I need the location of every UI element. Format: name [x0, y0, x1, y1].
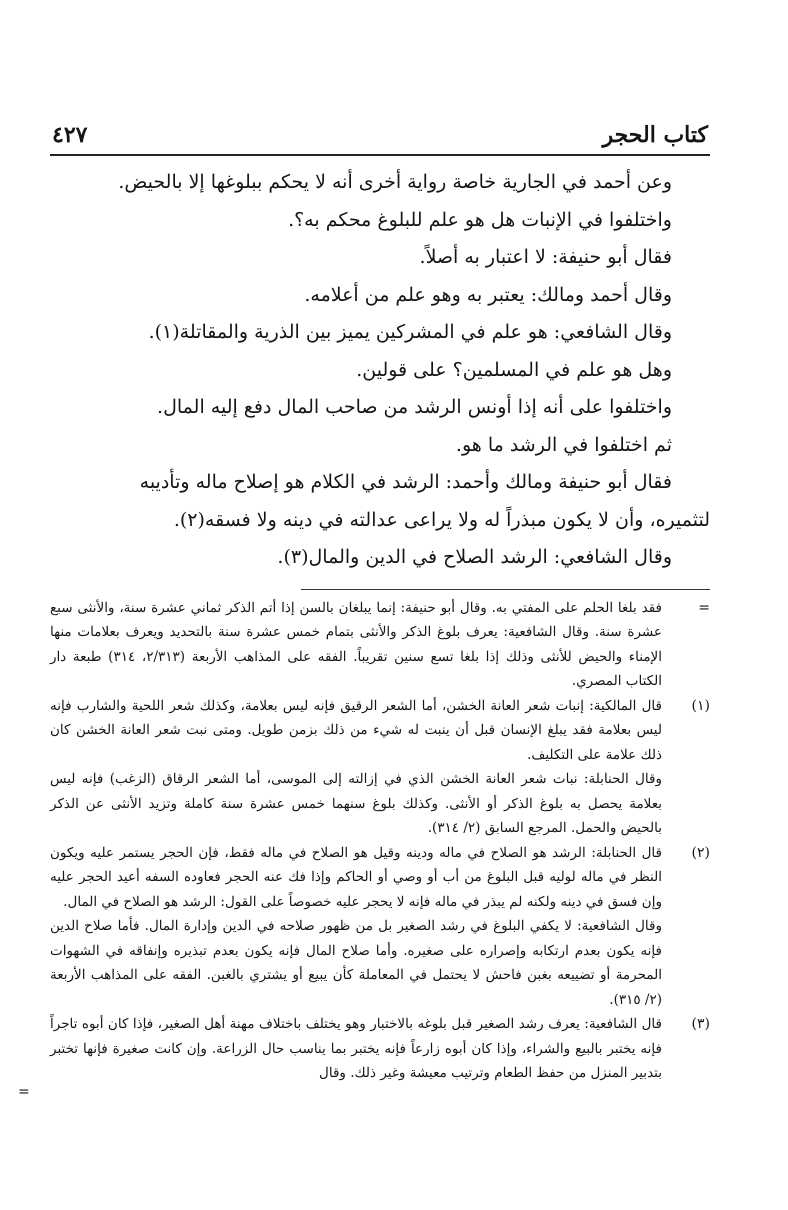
main-paragraph: وقال الشافعي: الرشد الصلاح في الدين والمال(٣). — [277, 546, 672, 568]
main-paragraph: واختلفوا على أنه إذا أونس الرشد من صاحب المال دفع إليه المال. — [157, 396, 672, 418]
footnote-mark: (٢) — [691, 844, 710, 861]
footnote-1 — [50, 694, 710, 841]
footnote-paragraph: فقد بلغا الحلم على المفتي به. وقال أبو حنيفة: إنما يبلغان بالسن إذا أتم الذكر ثماني عشرة سنة، والأنثى سبع عشرة سنة. وقال الشافعية: يعرف بلوغ الذكر والأنثى بتمام خمس عشرة سنة بالتحديد ويعرف بعلامات منها الإمناء والحيض للأنثى وذلك إذا بلغا تسع سنين تقريباً. الفقه على المذاهب الأربعة (٢/٣١٣، ٣١٤) طبعة دار الكتاب المصري. — [50, 599, 662, 689]
footnote-2 — [50, 841, 710, 1013]
footnote-continued — [50, 596, 710, 694]
main-paragraph: وهل هو علم في المسلمين؟ على قولين. — [356, 358, 672, 381]
footnotes — [50, 596, 710, 1086]
footnote-paragraph: قال المالكية: إنبات شعر العانة الخشن، أما الشعر الرقيق فإنه ليس بعلامة، وكذلك شعر اللحية والشارب فإنه ليس بعلامة فقد يبلغ الإنسان قبل أن ينبت له شيء من ذلك بزمن طويل. ومتى نبت شعر العانة الخشن كان ذلك علامة على التكليف. — [50, 697, 662, 763]
main-text — [50, 164, 710, 577]
footnote-mark: (٣) — [691, 1016, 710, 1032]
main-paragraph: وقال الشافعي: هو علم في المشركين يميز بين الذرية والمقاتلة(١). — [148, 321, 672, 343]
main-paragraph: فقال أبو حنيفة ومالك وأحمد: الرشد في الكلام هو إصلاح ماله وتأديبه — [139, 471, 672, 493]
footnote-mark: (١) — [691, 697, 710, 714]
page-number: ٤٢٧ — [52, 122, 88, 148]
footnote-divider — [301, 589, 710, 590]
running-header — [50, 110, 710, 156]
main-paragraph: وقال أحمد ومالك: يعتبر به وهو علم من أعلامه. — [304, 283, 672, 306]
main-paragraph: فقال أبو حنيفة: لا اعتبار به أصلاً. — [419, 246, 672, 268]
main-paragraph: واختلفوا في الإنبات هل هو علم للبلوغ محكم به؟. — [288, 208, 672, 231]
main-paragraph: لتثميره، وأن لا يكون مبذراً له ولا يراعى عدالته في دينه ولا فسقه(٢). — [173, 508, 710, 531]
footnote-3 — [50, 1012, 710, 1086]
main-paragraph: ثم اختلفوا في الرشد ما هو. — [455, 433, 672, 456]
book-page — [50, 110, 710, 1086]
footnote-mark: = — [698, 599, 710, 616]
book-title: كتاب الحجر — [602, 122, 708, 148]
footnote-paragraph: قال الشافعية: يعرف رشد الصغير قبل بلوغه بالاختبار وهو يختلف باختلاف مهنة أهل الصغير، فإذا كان أبوه تاجراً فإنه يختبر بالبيع والشراء، وإذا كان أبوه زارعاً فإنه يختبر بما يناسب حال الزراعة. وإن كانت صغيرة فإنها تختبر بتدبير المنزل من حفظ الطعام وترتيب معيشة وغير ذلك. وقال — [50, 1016, 662, 1081]
main-paragraph: وعن أحمد في الجارية خاصة رواية أخرى أنه لا يحكم ببلوغها إلا بالحيض. — [118, 171, 672, 193]
footnote-paragraph: قال الحنابلة: الرشد هو الصلاح في ماله ودينه وقيل هو الصلاح في ماله فقط، فإن الحجر يستمر عليه ويكون النظر في ماله لوليه قبل البلوغ من أب أو وصي أو الحاكم وإذا فك عنه الحجر فعاوده السفه أعيد الحجر عليه وإن فسق في دينه ولكنه لم يبذر في ماله فإنه لا يحجر عليه خصوصاً على القول: الرشد هو الصلاح في المال. — [50, 844, 662, 910]
footnote-paragraph: وقال الشافعية: لا يكفي البلوغ في رشد الصغير بل من ظهور صلاحه في الدين وإدارة المال. فأما صلاح الدين فإنه يكون بعدم ارتكابه وإصراره على صغيره. وأما صلاح المال فإنه يكون بعدم تبذيره وإنفاقه في الشهوات المحرمة أو تضييعه بغبن فاحش لا يحتمل في المعاملة كأن يبيع أو يشتري بالغبن. الفقه على المذاهب الأربعة (٢/ ٣١٥). — [50, 918, 662, 1008]
continuation-mark: = — [18, 1084, 31, 1100]
footnote-paragraph: وقال الحنابلة: نبات شعر العانة الخشن الذي في إزالته إلى الموسى، أما الشعر الرقاق (الزغب) فإنه ليس بعلامة يحصل به بلوغ الذكر أو الأنثى. وكذلك بلوغ سنهما خمس عشرة سنة كاملة وتزيد الأنثى عن الذكر بالحيض والحمل. المرجع السابق (٢/ ٣١٤). — [50, 771, 662, 836]
